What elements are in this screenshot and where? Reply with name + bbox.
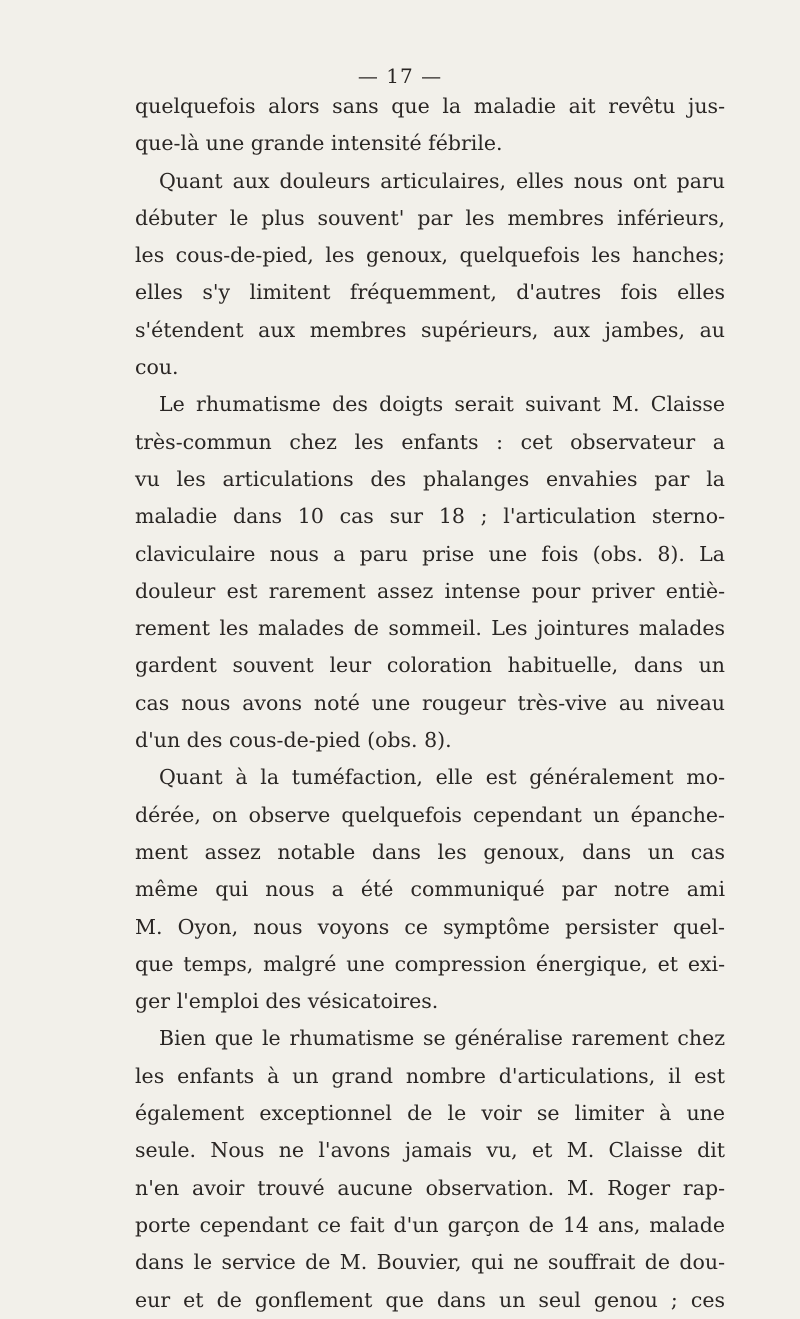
text-line: quelquefois alors sans que la maladie ait revêtu jus- [135, 94, 725, 118]
text-line: Bien que le rhumatisme se généralise rarement chez [159, 1026, 725, 1051]
text-line: que-là une grande intensité fébrile. [135, 131, 503, 156]
text-line: maladie dans 10 cas sur 18 ; l'articulation sterno- [135, 504, 725, 529]
text-line: elles s'y limitent fréquemment, d'autres fois elles [135, 280, 725, 305]
text-line: les enfants à un grand nombre d'articulations, il est [135, 1063, 725, 1088]
text-line: d'un des cous-de-pied (obs. 8). [135, 728, 452, 753]
text-line: gardent souvent leur coloration habituelle, dans un [135, 653, 725, 678]
text-line: n'en avoir trouvé aucune observation. M. Roger rap- [135, 1175, 725, 1200]
text-line: dérée, on observe quelquefois cependant un épanche- [135, 802, 725, 827]
text-line: que temps, malgré une compression énergique, et exi- [135, 951, 725, 976]
text-line: ger l'emploi des vésicatoires. [135, 989, 439, 1014]
text-line: Quant à la tuméfaction, elle est généralement mo- [159, 765, 725, 790]
text-line: s'étendent aux membres supérieurs, aux jambes, au [135, 317, 725, 342]
text-line: dans le service de M. Bouvier, qui ne souffrait de dou- [135, 1250, 725, 1275]
text-line: également exceptionnel de le voir se limiter à une [135, 1101, 725, 1126]
text-line: très-commun chez les enfants : cet observateur a [135, 429, 725, 454]
page-number: — 17 — [357, 64, 443, 88]
text-line: Quant aux douleurs articulaires, elles nous ont paru [159, 168, 725, 193]
text-line: porte cependant ce fait d'un garçon de 14 ans, malade [135, 1212, 725, 1237]
text-line: même qui nous a été communiqué par notre ami [135, 877, 725, 902]
text-line: ment assez notable dans les genoux, dans un cas [135, 839, 725, 864]
text-line: vu les articulations des phalanges envahies par la [135, 466, 725, 491]
text-line: claviculaire nous a paru prise une fois (obs. 8). La [135, 541, 725, 566]
text-line: cas nous avons noté une rougeur très-vive au niveau [135, 690, 725, 715]
text-line: eur et de gonflement que dans un seul genou ; ces [135, 1287, 725, 1312]
text-line: M. Oyon, nous voyons ce symptôme persister quel- [135, 914, 725, 939]
text-line: douleur est rarement assez intense pour priver entiè- [135, 578, 725, 603]
text-line: débuter le plus souvent' par les membres inférieurs, [135, 205, 725, 230]
text-line: Le rhumatisme des doigts serait suivant M. Claisse [159, 392, 725, 417]
text-line: cou. [135, 355, 179, 380]
body-text [135, 88, 725, 1319]
text-line: les cous-de-pied, les genoux, quelquefois les hanches; [135, 243, 725, 268]
text-line: rement les malades de sommeil. Les jointures malades [135, 616, 725, 641]
text-line: seule. Nous ne l'avons jamais vu, et M. Claisse dit [135, 1138, 725, 1163]
